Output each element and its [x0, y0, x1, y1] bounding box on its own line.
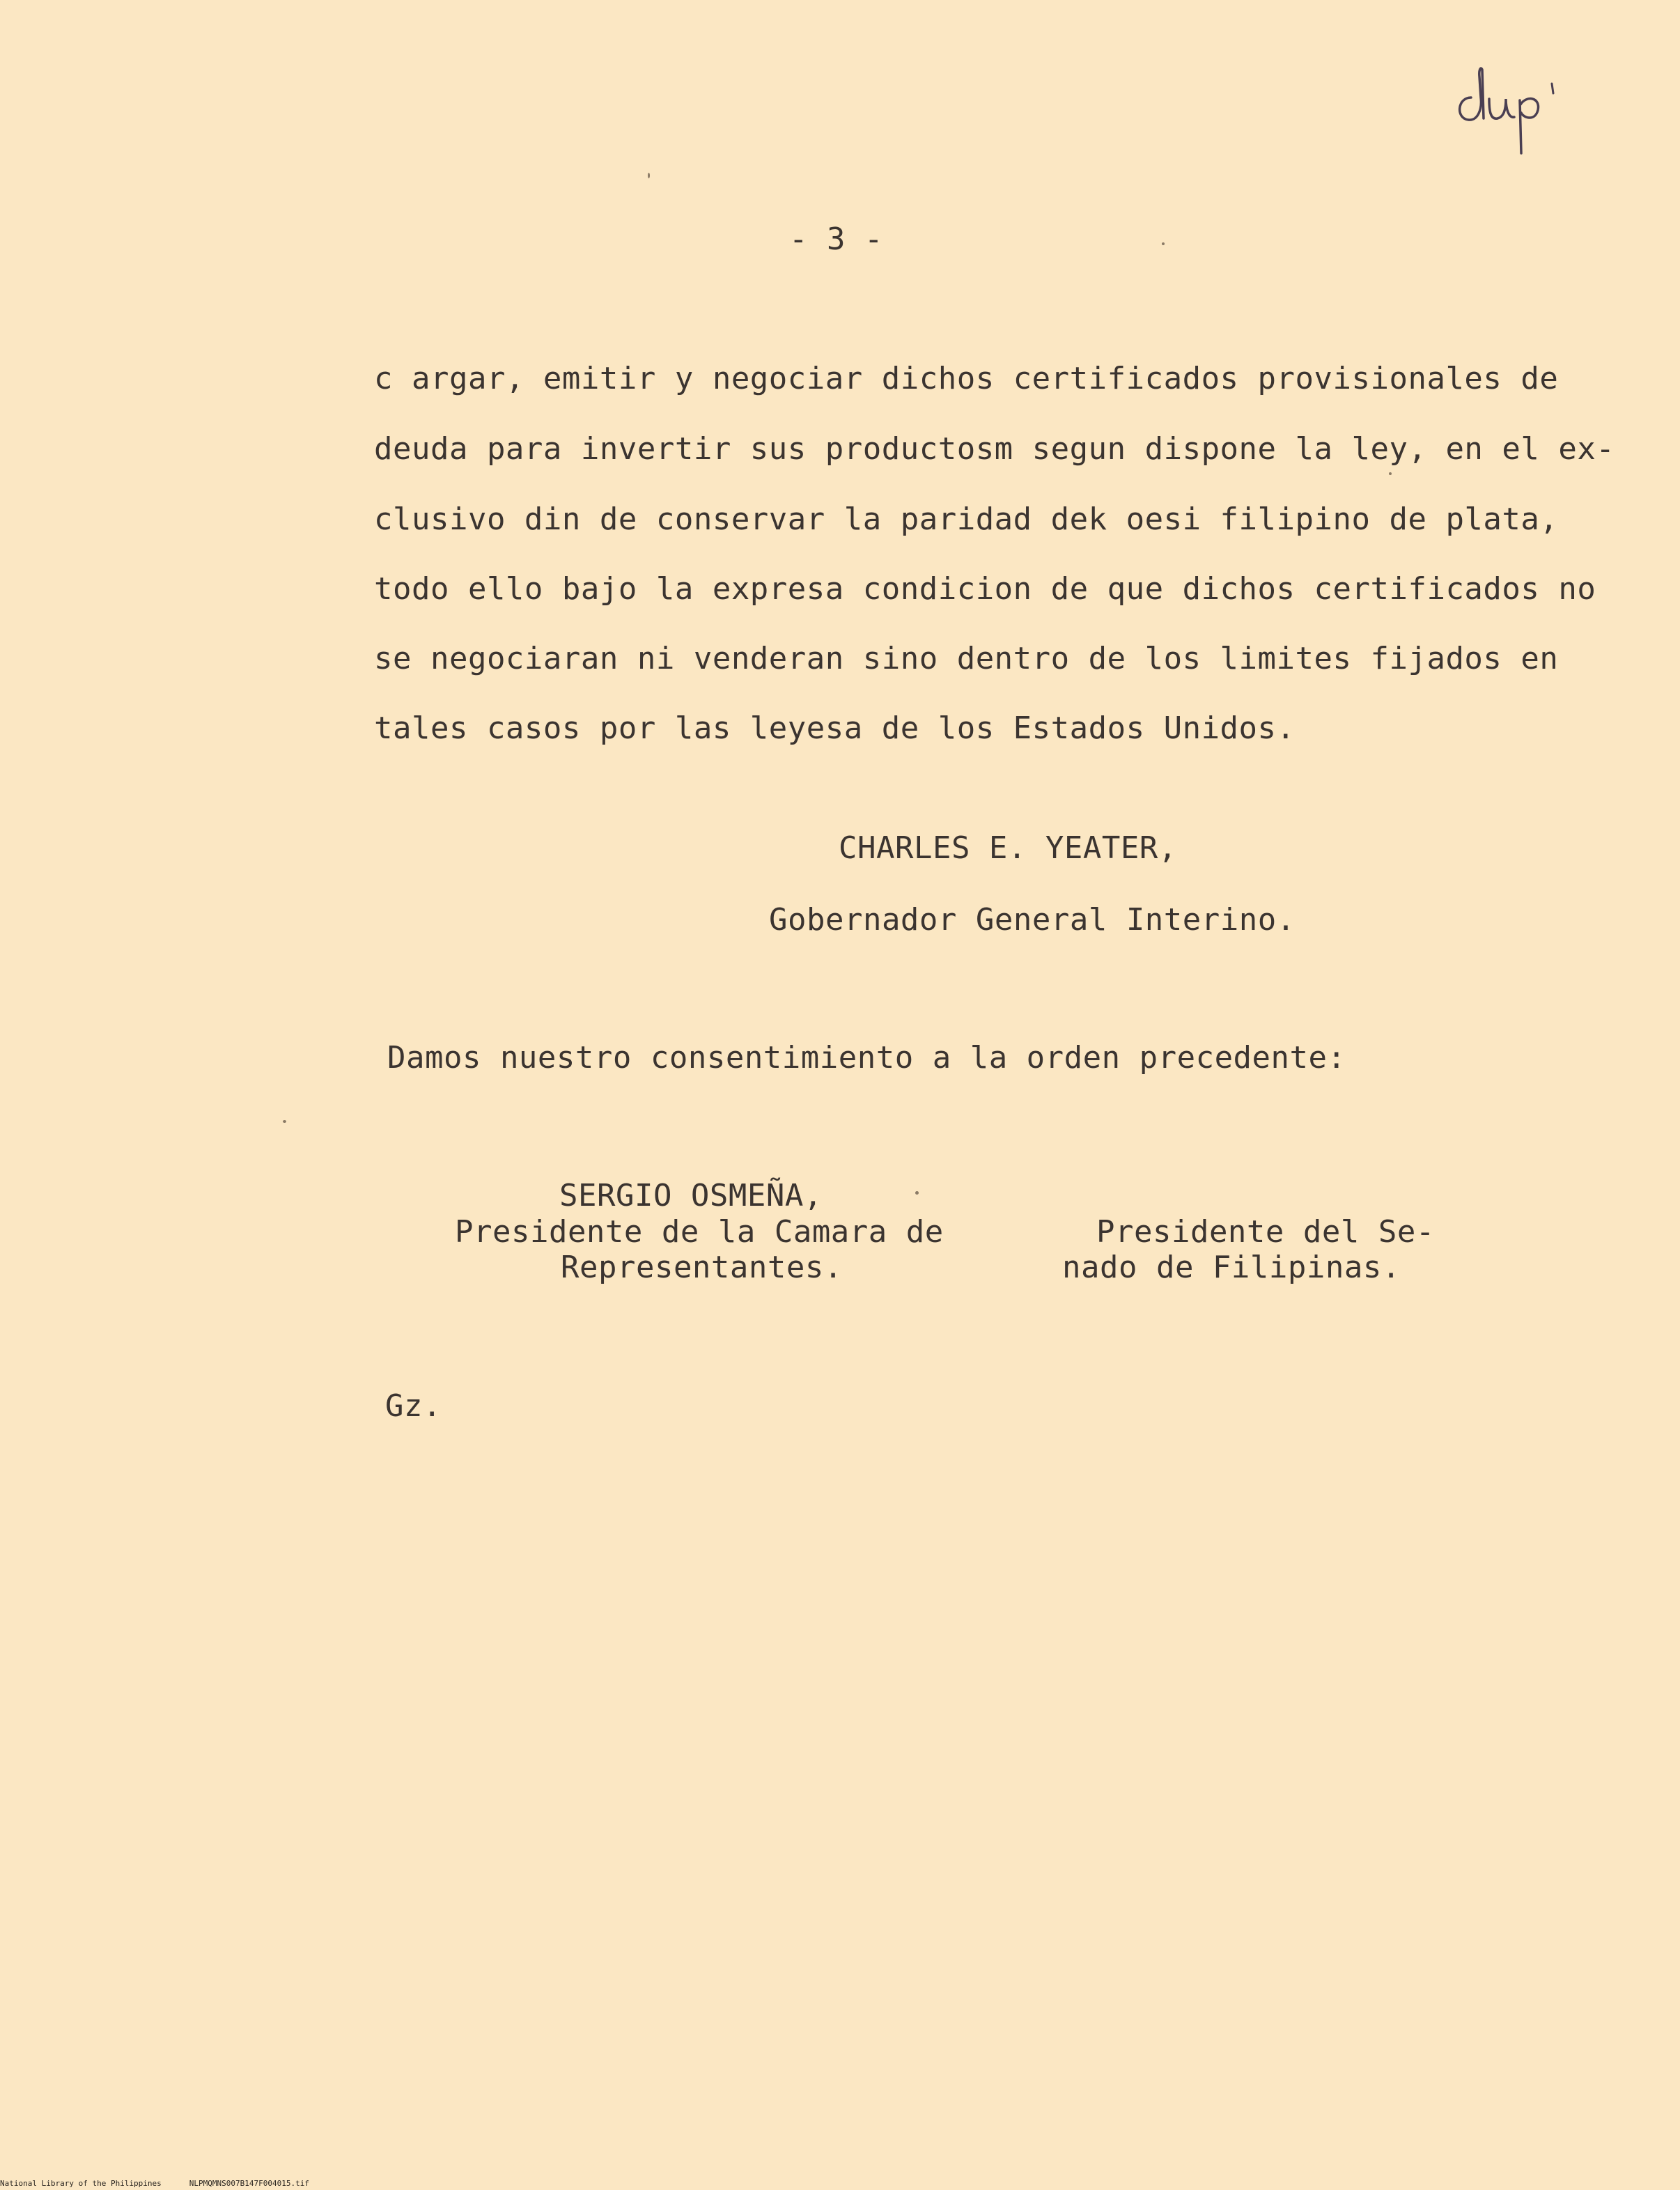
scan-footer [0, 2179, 309, 2188]
signature-name: CHARLES E. YEATER, [839, 830, 1177, 866]
body-line-1: c argar, emitir y negociar dichos certificados provisionales de [374, 361, 1559, 396]
left-signatory-title-2: Representantes. [561, 1250, 843, 1285]
right-signatory-title-1: Presidente del Se- [1096, 1214, 1435, 1250]
consent-text: Damos nuestro consentimiento a la orden precedente: [387, 1040, 1346, 1075]
body-line-5: se negociaran ni venderan sino dentro de los limites fijados en [374, 641, 1559, 676]
signature-title: Gobernador General Interino. [769, 902, 1296, 938]
left-signatory-title-1: Presidente de la Camara de [455, 1214, 944, 1250]
right-signatory-title-2: nado de Filipinas. [1062, 1250, 1401, 1285]
typist-initials: Gz. [385, 1388, 442, 1424]
footer-institution: National Library of the Philippines [0, 2179, 162, 2188]
scan-speck [283, 1120, 286, 1123]
footer-filename: NLPMQMNS007B147F004015.tif [189, 2179, 309, 2188]
body-line-4: todo ello bajo la expresa condicion de que dichos certificados no [374, 571, 1596, 607]
page-number: - 3 - [789, 222, 883, 257]
body-line-3: clusivo din de conservar la paridad dek oesi filipino de plata, [374, 502, 1559, 537]
handwritten-note [1450, 49, 1576, 160]
scan-speck [1389, 472, 1392, 475]
scan-speck [648, 173, 650, 178]
scan-speck [1162, 242, 1165, 245]
body-line-6: tales casos por las leyesa de los Estados Unidos. [374, 710, 1296, 746]
scan-speck [915, 1191, 919, 1195]
left-signatory-name: SERGIO OSMEÑA, [559, 1178, 823, 1213]
body-line-2: deuda para invertir sus productosm segun dispone la ley, en el ex- [374, 431, 1615, 467]
